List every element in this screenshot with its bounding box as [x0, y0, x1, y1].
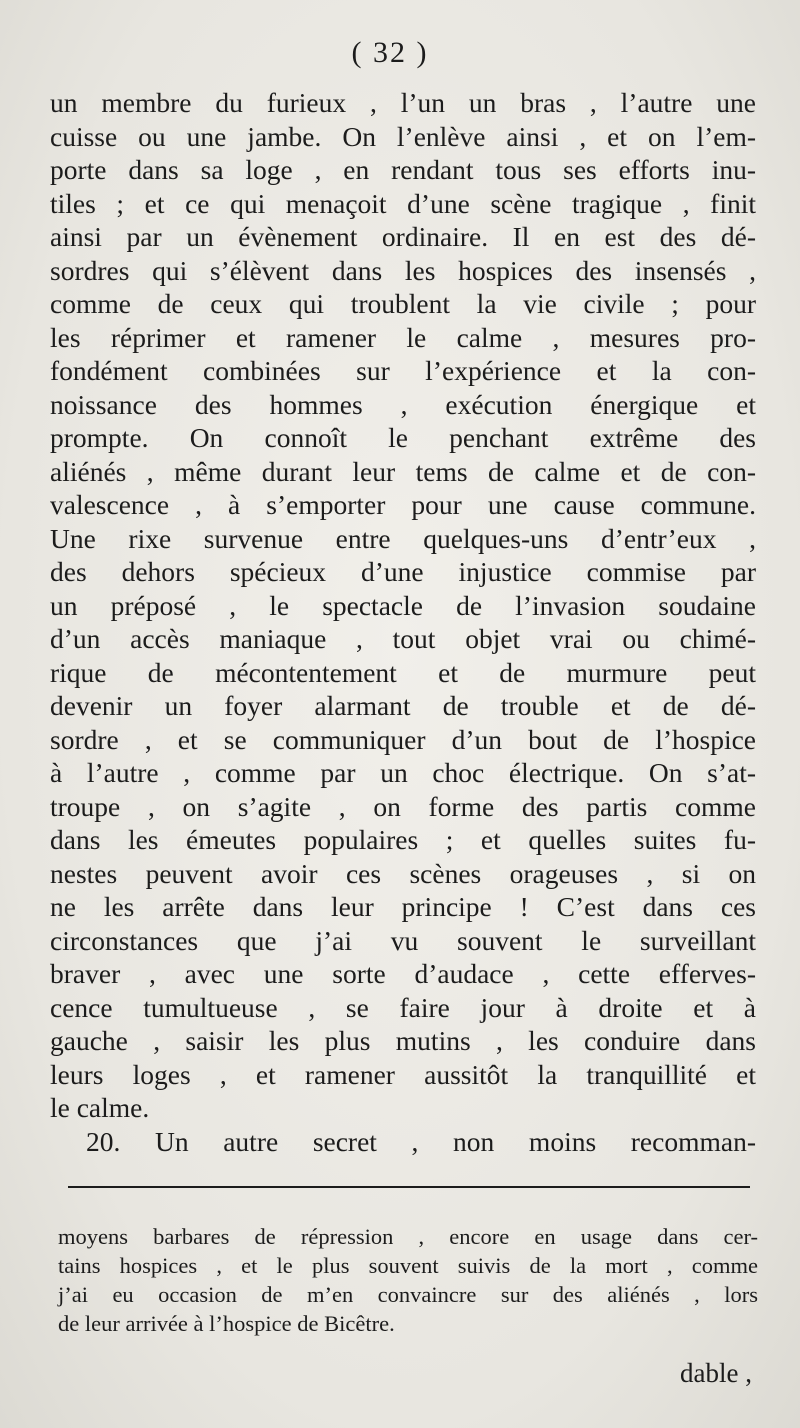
- catchword: dable ,: [680, 1358, 752, 1388]
- footnote-line: tains hospices , et le plus souvent suivis de la mort , comme: [58, 1253, 758, 1278]
- text-line: valescence , à s’emporter pour une cause commune.: [50, 489, 756, 520]
- text-line: Une rixe survenue entre quelques-uns d’entr’eux ,: [50, 522, 756, 554]
- footnote-separator: [68, 1186, 750, 1188]
- footnote-line: moyens barbares de répression , encore en usage dans cer-: [58, 1224, 758, 1249]
- text-line: comme de ceux qui troublent la vie civile ; pour: [50, 288, 756, 319]
- text-line: sordre , et se communiquer d’un bout de l’hospice: [50, 723, 756, 755]
- text-line: troupe , on s’agite , on forme des partis comme: [50, 790, 756, 822]
- page-number: ( 32 ): [351, 36, 429, 69]
- text-line: un préposé , le spectacle de l’invasion soudaine: [50, 589, 756, 621]
- text-line: les réprimer et ramener le calme , mesures pro-: [50, 321, 756, 353]
- body-text: [50, 86, 756, 1158]
- text-line: dans les émeutes populaires ; et quelles suites fu-: [50, 824, 756, 855]
- text-line: ainsi par un évènement ordinaire. Il en est des dé-: [50, 221, 756, 252]
- text-line: braver , avec une sorte d’audace , cette efferves-: [50, 958, 756, 989]
- text-line: prompte. On connoît le penchant extrême des: [50, 422, 756, 453]
- text-line: devenir un foyer alarmant de trouble et de dé-: [50, 690, 756, 721]
- text-line: fondément combinées sur l’expérience et la con-: [50, 355, 756, 386]
- text-line: porte dans sa loge , en rendant tous ses efforts inu-: [50, 154, 756, 185]
- text-line: gauche , saisir les plus mutins , les conduire dans: [50, 1025, 756, 1056]
- footnote-line: j’ai eu occasion de m’en convaincre sur des aliénés , lors: [58, 1282, 758, 1307]
- text-line: un membre du furieux , l’un un bras , l’autre une: [50, 87, 756, 118]
- text-line: d’un accès maniaque , tout objet vrai ou chimé-: [50, 623, 756, 654]
- text-line: aliénés , même durant leur tems de calme et de con-: [50, 455, 756, 487]
- footnote: [58, 1222, 758, 1338]
- text-line: sordres qui s’élèvent dans les hospices des insensés ,: [50, 254, 756, 286]
- text-line: rique de mécontentement et de murmure peut: [50, 656, 756, 688]
- text-line: cence tumultueuse , se faire jour à droite et à: [50, 991, 756, 1023]
- text-line: ne les arrête dans leur principe ! C’est dans ces: [50, 891, 756, 922]
- text-line: noissance des hommes , exécution énergique et: [50, 388, 756, 420]
- text-line: le calme.: [50, 1092, 150, 1123]
- footnote-line: de leur arrivée à l’hospice de Bicêtre.: [58, 1311, 395, 1336]
- section-opening-line: 20. Un autre secret , non moins recomman-: [86, 1125, 756, 1157]
- text-line: des dehors spécieux d’une injustice commise par: [50, 556, 756, 587]
- text-line: tiles ; et ce qui menaçoit d’une scène tragique , finit: [50, 187, 756, 219]
- text-line: leurs loges , et ramener aussitôt la tranquillité et: [50, 1058, 756, 1090]
- text-line: cuisse ou une jambe. On l’enlève ainsi , et on l’em-: [50, 120, 756, 152]
- text-line: circonstances que j’ai vu souvent le surveillant: [50, 924, 756, 956]
- text-line: à l’autre , comme par un choc électrique. On s’at-: [50, 757, 756, 788]
- text-line: nestes peuvent avoir ces scènes orageuses , si on: [50, 857, 756, 889]
